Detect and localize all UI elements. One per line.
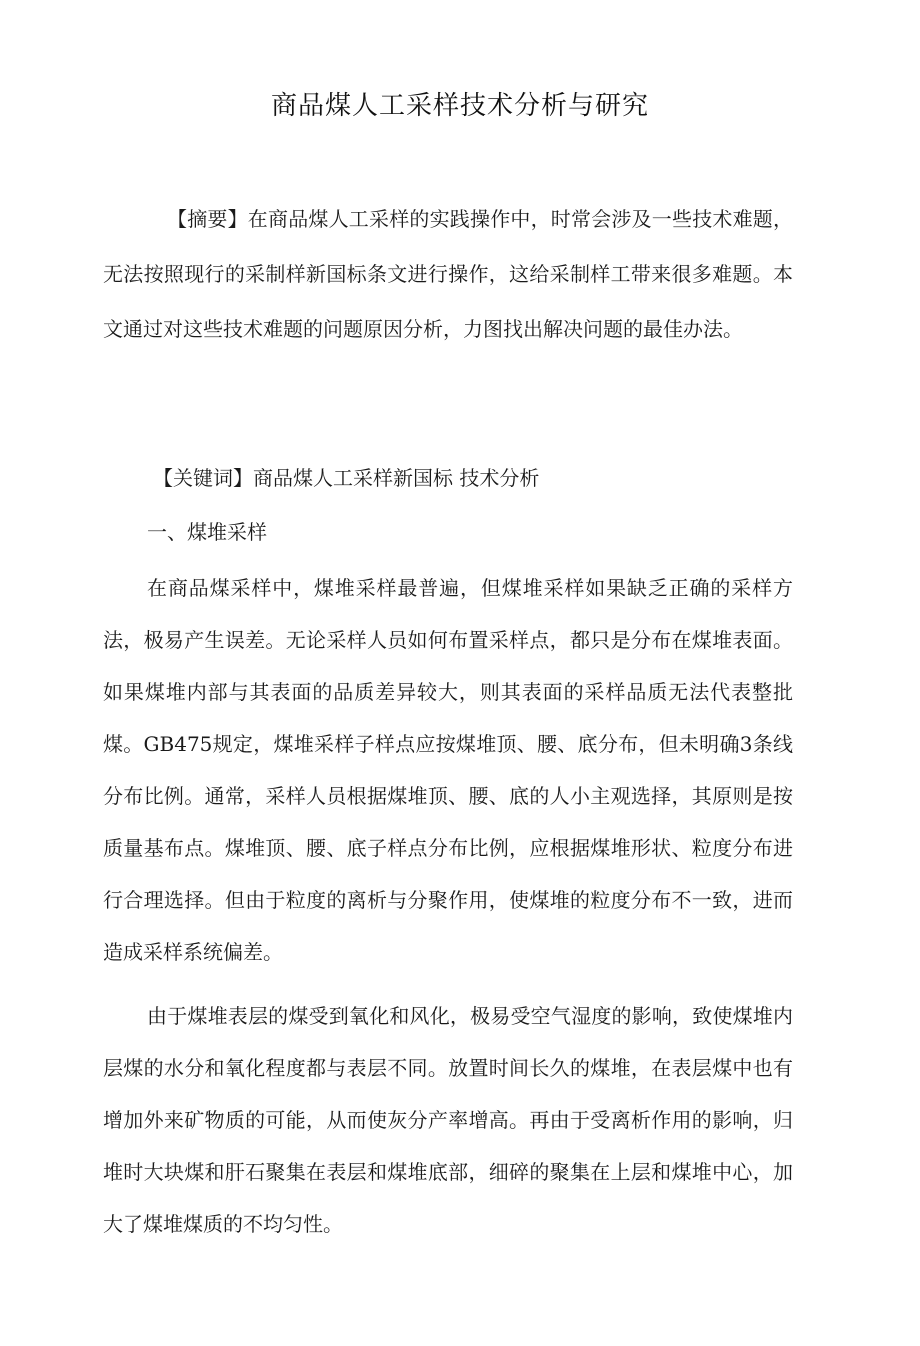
document-title: 商品煤人工采样技术分析与研究 xyxy=(270,91,649,121)
body-paragraph: 由于煤堆表层的煤受到氧化和风化，极易受空气湿度的影响，致使煤堆内层煤的水分和氧化程度都与表层不同。放置时间长久的煤堆，在表层煤中也有增加外来矿物质的可能，从而使灰分产率增高。再由于受离析作用的影响，归堆时大块煤和肝石聚集在表层和煤堆底部，细碎的聚集在上层和煤堆中心，加大了煤堆煤质的不均匀性。 xyxy=(103,1004,793,1236)
section-heading: 一、煤堆采样 xyxy=(147,520,267,544)
body-paragraph: 在商品煤采样中，煤堆采样最普遍，但煤堆采样如果缺乏正确的采样方法，极易产生误差。无论采样人员如何布置采样点，都只是分布在煤堆表面。如果煤堆内部与其表面的品质差异较大，则其表面的采样品质无法代表整批煤。GB475规定，煤堆采样子样点应按煤堆顶、腰、底分布，但未明确3条线分布比例。通常，采样人员根据煤堆顶、腰、底的人小主观选择，其原则是按质量基布点。煤堆顶、腰、底子样点分布比例，应根据煤堆形状、粒度分布进行合理选择。但由于粒度的离析与分聚作用，使煤堆的粒度分布不一致，进而造成采样系统偏差。 xyxy=(103,576,793,964)
abstract-paragraph: 【摘要】在商品煤人工采样的实践操作中，时常会涉及一些技术难题，无法按照现行的采制样新国标条文进行操作，这给采制样工带来很多难题。本文通过对这些技术难题的问题原因分析，力图找出解决问题的最佳办法。 xyxy=(103,207,793,341)
keywords-line: 【关键词】商品煤人工采样新国标 技术分析 xyxy=(153,466,540,490)
